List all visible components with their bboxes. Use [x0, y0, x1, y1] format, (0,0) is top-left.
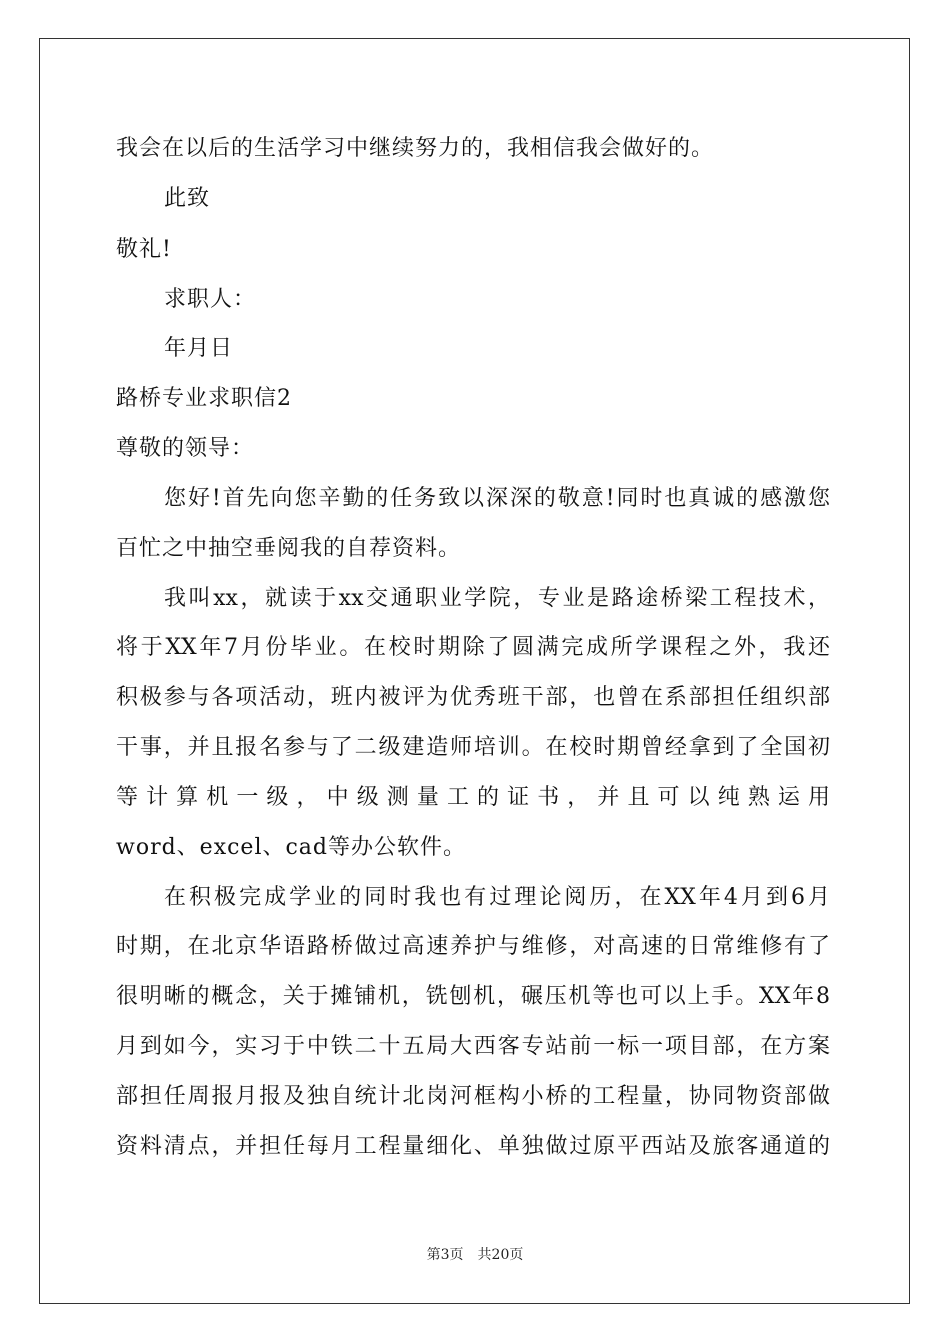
paragraph-line: word、excel、cad等办公软件。	[116, 835, 467, 860]
paragraph-line: 月到如今，实习于中铁二十五局大西客专站前一标一项目部，在方案	[116, 1034, 830, 1059]
date-line: 年月日	[164, 336, 234, 361]
paragraph-line: 我叫xx，就读于xx交通职业学院，专业是路途桥梁工程技术，	[164, 586, 830, 611]
paragraph-line: 部担任周报月报及独自统计北岗河框构小桥的工程量，协同物资部做	[116, 1084, 830, 1109]
greeting: 尊敬的领导：	[116, 436, 255, 461]
paragraph-line: 干事，并且报名参与了二级建造师培训。在校时期曾经拿到了全国初	[116, 735, 830, 760]
paragraph-line: 您好!首先向您辛勤的任务致以深深的敬意!同时也真诚的感激您	[164, 486, 830, 511]
paragraph-line: 等计算机一级，中级测量工的证书，并且可以纯熟运用	[116, 785, 830, 810]
section-title: 路桥专业求职信2	[116, 386, 292, 411]
text-line: 我会在以后的生活学习中继续努力的，我相信我会做好的。	[116, 136, 715, 161]
paragraph-line: 资料清点，并担任每月工程量细化、单独做过原平西站及旅客通道的	[116, 1134, 830, 1159]
paragraph-line: 时期，在北京华语路桥做过高速养护与维修，对高速的日常维修有了	[116, 934, 830, 959]
applicant-label: 求职人：	[164, 287, 257, 312]
closing-salutation: 此致	[164, 186, 211, 211]
paragraph-line: 积极参与各项活动，班内被评为优秀班干部，也曾在系部担任组织部	[116, 685, 830, 710]
page-border	[39, 38, 910, 1304]
paragraph-line: 百忙之中抽空垂阅我的自荐资料。	[116, 536, 462, 561]
closing-respect: 敬礼!	[116, 237, 172, 262]
page-number-footer: 第3页 共20页	[426, 1247, 524, 1263]
paragraph-line: 在积极完成学业的同时我也有过理论阅历，在XX年4月到6月	[164, 885, 830, 910]
paragraph-line: 很明晰的概念，关于摊铺机，铣刨机，碾压机等也可以上手。XX年8	[116, 984, 830, 1009]
paragraph-line: 将于XX年7月份毕业。在校时期除了圆满完成所学课程之外，我还	[116, 635, 830, 660]
